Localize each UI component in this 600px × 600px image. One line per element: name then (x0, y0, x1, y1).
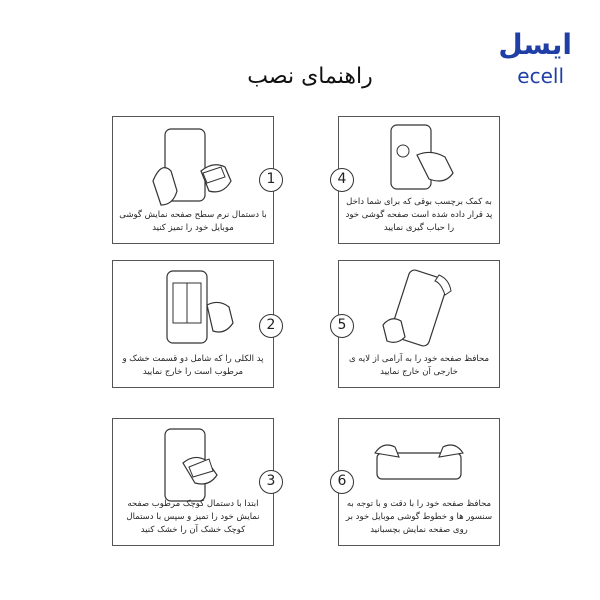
page-title: راهنمای نصب (247, 64, 373, 89)
step-text-4: به کمک برچسب بوقی که برای شما داخل پد قرار داده شده است صفحه گوشی خود را حباب گیری نمایید (345, 197, 493, 233)
step-text-6: محافظ صفحه خود را با دقت و با توجه به سنسور ها و خطوط گوشی موبایل خود بر روی صفحه نمایش بچسبانید (345, 499, 493, 535)
brand-name-en: ecell (517, 64, 564, 88)
step-number-4: 4 (330, 168, 354, 192)
brand-name-fa: ایسل (498, 28, 572, 61)
brand-logo (462, 28, 572, 88)
step-text-5: محافظ صفحه خود را به آرامی از لایه ی خارجی آن خارج نمایید (348, 354, 490, 377)
hand-wiping-phone-icon (143, 121, 243, 209)
step-text-1: با دستمال نرم سطح صفحه نمایش گوشی موبایل خود را تمیز کنید (119, 210, 267, 233)
step-card-4 (338, 116, 500, 244)
step-card-1 (112, 116, 274, 244)
step-card-6 (338, 418, 500, 546)
step-card-5 (338, 260, 500, 388)
step-number-5: 5 (330, 314, 354, 338)
step-text-3: ابتدا با دستمال کوچک مرطوب صفحه نمایش خود را تمیز و سپس با دستمال کوچک خشک آن را خشک کنید (126, 499, 260, 535)
step-card-3 (112, 418, 274, 546)
step-text-2: پد الکلی را که شامل دو قسمت خشک و مرطوب است را خارج نمایید (122, 354, 264, 377)
step-number-2: 2 (259, 314, 283, 338)
step-number-1: 1 (259, 168, 283, 192)
step-number-3: 3 (259, 470, 283, 494)
peeling-film-icon (369, 265, 469, 353)
step-number-6: 6 (330, 470, 354, 494)
step-card-2 (112, 260, 274, 388)
alcohol-pad-icon (143, 265, 243, 353)
